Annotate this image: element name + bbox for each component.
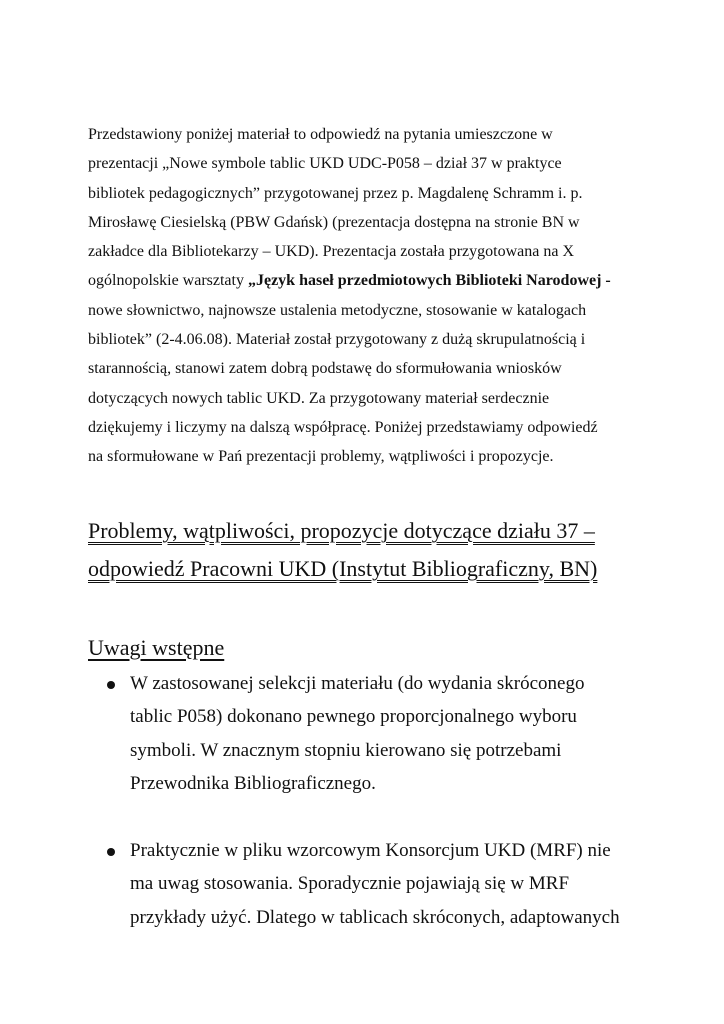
list-item-line: W zastosowanej selekcji materiału (do wydania skróconego [130, 672, 585, 694]
document-page [88, 120, 644, 934]
section-heading-line-1: Problemy, wątpliwości, propozycje dotyczące działu 37 – [88, 517, 595, 543]
intro-line: starannością, stanowi zatem dobrą podstawę do sformułowania wniosków [88, 360, 562, 378]
list-item-line: ma uwag stosowania. Sporadycznie pojawiają się w MRF [130, 873, 570, 895]
intro-line [88, 266, 644, 295]
list-item-line: tablic P058) dokonano pewnego proporcjonalnego wyboru [130, 706, 577, 728]
list-item-line: symboli. W znacznym stopniu kierowano się potrzebami [130, 739, 562, 761]
list-item [88, 667, 644, 801]
list-item-line: przykłady użyć. Dlatego w tablicach skróconych, adaptowanych [130, 906, 620, 928]
bullet-dot-icon [107, 681, 115, 689]
intro-line: nowe słownictwo, najnowsze ustalenia metodyczne, stosowanie w katalogach [88, 301, 587, 319]
intro-line-start: ogólnopolskie warsztaty [88, 272, 248, 290]
section-heading-line-2: odpowiedź Pracowni UKD (Instytut Bibliograficzny, BN) [88, 555, 598, 581]
bullet-list [88, 667, 644, 935]
subsection-heading-text: Uwagi wstępne [88, 634, 225, 660]
intro-line: Mirosławę Ciesielską (PBW Gdańsk) (prezentacja dostępna na stronie BN w [88, 213, 580, 231]
intro-line: bibliotek pedagogicznych” przygotowanej przez p. Magdalenę Schramm i. p. [88, 184, 583, 202]
intro-line: zakładce dla Bibliotekarzy – UKD). Prezentacja została przygotowana na X [88, 243, 575, 261]
subsection-heading [88, 633, 644, 663]
intro-line: prezentacji „Nowe symbole tablic UKD UDC-P058 – dział 37 w praktyce [88, 155, 562, 173]
workshop-title-bold: „Język haseł przedmiotowych Biblioteki Narodowej - [247, 272, 611, 290]
list-item-line: Przewodnika Bibliograficznego. [130, 773, 376, 795]
bullet-dot-icon [107, 848, 115, 856]
list-item-line: Praktycznie w pliku wzorcowym Konsorcjum UKD (MRF) nie [130, 839, 611, 861]
intro-paragraph [88, 120, 644, 472]
intro-line: bibliotek” (2-4.06.08). Materiał został przygotowany z dużą skrupulatnością i [88, 331, 586, 349]
list-item [88, 834, 644, 935]
section-heading [88, 512, 644, 588]
intro-line: Przedstawiony poniżej materiał to odpowiedź na pytania umieszczone w [88, 126, 553, 143]
intro-line: na sformułowane w Pań prezentacji problemy, wątpliwości i propozycje. [88, 448, 554, 466]
intro-line: dotyczących nowych tablic UKD. Za przygotowany materiał serdecznie [88, 389, 550, 407]
intro-line: dziękujemy i liczymy na dalszą współpracę. Poniżej przedstawiamy odpowiedź [88, 418, 598, 436]
